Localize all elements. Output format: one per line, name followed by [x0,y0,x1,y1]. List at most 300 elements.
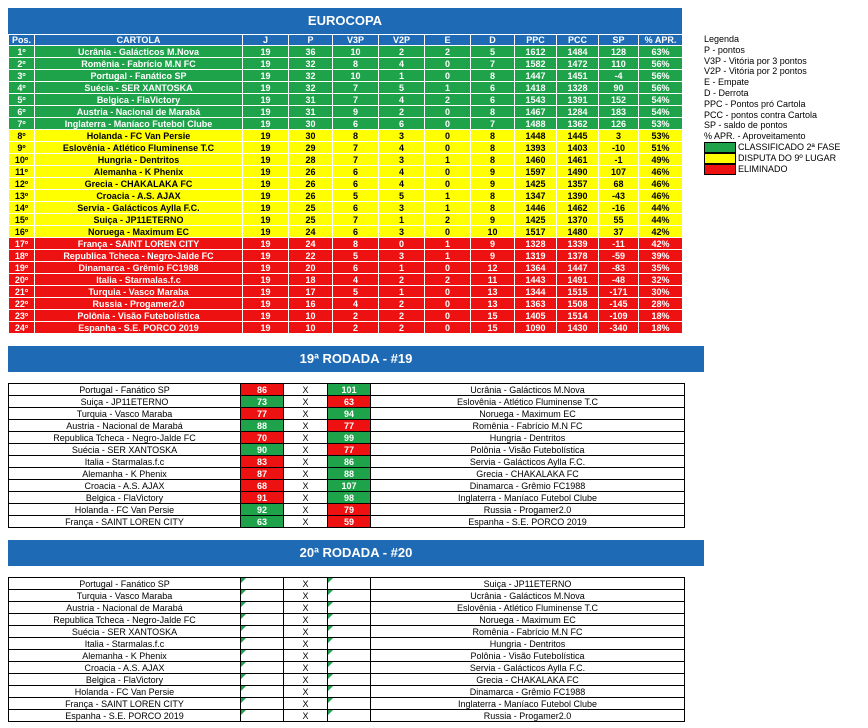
versus: X [284,408,328,420]
away-score-cell[interactable] [328,578,371,590]
match-row [9,516,685,528]
match-row [9,626,685,638]
away-score-cell[interactable] [328,626,371,638]
cell-pos: 18º [9,250,35,262]
away-score: 79 [328,504,371,516]
cell-j: 19 [243,82,289,94]
column-header: PPC [515,35,557,46]
legend-zone-label: DISPUTA DO 9º LUGAR [738,153,837,164]
cell-d: 6 [471,82,515,94]
legend [704,34,840,175]
away-team: Hungria - Dentritos [371,432,685,444]
standings-table [8,34,683,334]
cell-pcc: 1461 [557,154,599,166]
cell-ppc: 1090 [515,322,557,334]
cell-sp: -340 [599,322,639,334]
cell-ppc: 1448 [515,130,557,142]
cell-team: Republica Tcheca - Negro-Jalde FC [35,250,243,262]
home-team: Portugal - Fanático SP [9,578,241,590]
cell-apr: 28% [639,298,683,310]
cell-d: 15 [471,322,515,334]
cell-team: Alemanha - K Phenix [35,166,243,178]
legend-line: PCC - pontos contra Cartola [704,109,818,120]
column-header: V2P [379,35,425,46]
away-score-cell[interactable] [328,638,371,650]
versus: X [284,456,328,468]
away-team: Eslovênia - Atlético Fluminense T.C [371,396,685,408]
cell-pos: 17º [9,238,35,250]
cell-apr: 53% [639,118,683,130]
cell-team: Italia - Starmalas.f.c [35,274,243,286]
cell-team: Suiça - JP11ETERNO [35,214,243,226]
cell-team: Belgica - FlaVictory [35,94,243,106]
cell-team: Romênia - Fabrício M.N FC [35,58,243,70]
cell-v2p: 3 [379,130,425,142]
legend-title: Legenda [704,34,740,44]
versus: X [284,492,328,504]
cell-team: Noruega - Maximum EC [35,226,243,238]
cell-ppc: 1543 [515,94,557,106]
away-score: 107 [328,480,371,492]
away-team: Romênia - Fabrício M.N FC [371,626,685,638]
versus: X [284,504,328,516]
cell-j: 19 [243,118,289,130]
cell-ppc: 1363 [515,298,557,310]
cell-j: 19 [243,106,289,118]
home-team: França - SAINT LOREN CITY [9,698,241,710]
cell-d: 7 [471,58,515,70]
match-row [9,662,685,674]
home-team: Croacia - A.S. AJAX [9,480,241,492]
away-score-cell[interactable] [328,650,371,662]
cell-e: 0 [425,178,471,190]
cell-v3p: 6 [333,262,379,274]
cell-v2p: 1 [379,262,425,274]
cell-d: 8 [471,106,515,118]
home-score: 73 [241,396,284,408]
match-row [9,504,685,516]
cell-pos: 15º [9,214,35,226]
cell-d: 9 [471,250,515,262]
cell-sp: -83 [599,262,639,274]
cell-ppc: 1347 [515,190,557,202]
home-score: 83 [241,456,284,468]
cell-sp: -109 [599,310,639,322]
legend-line: SP - saldo de pontos [704,120,788,131]
home-team: Austria - Nacional de Marabá [9,602,241,614]
standings-header-row [9,35,683,46]
cell-team: França - SAINT LOREN CITY [35,238,243,250]
cell-apr: 54% [639,94,683,106]
legend-zone [704,164,840,175]
standings-row [9,250,683,262]
cell-d: 15 [471,310,515,322]
cell-d: 6 [471,94,515,106]
cell-v3p: 5 [333,190,379,202]
cell-pcc: 1514 [557,310,599,322]
cell-p: 30 [289,118,333,130]
cell-j: 19 [243,190,289,202]
standings-row [9,166,683,178]
home-team: Republica Tcheca - Negro-Jalde FC [9,614,241,626]
match-row [9,698,685,710]
cell-ppc: 1393 [515,142,557,154]
home-team: Espanha - S.E. PORCO 2019 [9,710,241,722]
cell-pcc: 1451 [557,70,599,82]
cell-pos: 8º [9,130,35,142]
cell-apr: 53% [639,130,683,142]
cell-pcc: 1447 [557,262,599,274]
legend-swatch [704,153,736,164]
cell-v2p: 2 [379,106,425,118]
column-header: P [289,35,333,46]
cell-pos: 2º [9,58,35,70]
legend-line: D - Derrota [704,87,749,98]
cell-pos: 12º [9,178,35,190]
standings-row [9,322,683,334]
cell-pos: 23º [9,310,35,322]
versus: X [284,686,328,698]
cell-apr: 42% [639,238,683,250]
cell-d: 13 [471,286,515,298]
home-score-cell[interactable] [241,662,284,674]
standings-row [9,286,683,298]
cell-ppc: 1446 [515,202,557,214]
cell-e: 1 [425,190,471,202]
cell-apr: 44% [639,214,683,226]
cell-apr: 46% [639,178,683,190]
cell-j: 19 [243,202,289,214]
column-header: SP [599,35,639,46]
versus: X [284,674,328,686]
cell-v2p: 4 [379,58,425,70]
away-team: Grecia - CHAKALAKA FC [371,468,685,480]
cell-apr: 63% [639,46,683,58]
home-score: 68 [241,480,284,492]
legend-zone [704,142,840,153]
cell-v3p: 10 [333,46,379,58]
cell-ppc: 1460 [515,154,557,166]
cell-e: 0 [425,298,471,310]
round20-table [8,577,685,722]
cell-v3p: 6 [333,178,379,190]
cell-p: 28 [289,154,333,166]
cell-j: 19 [243,46,289,58]
versus: X [284,602,328,614]
standings-row [9,94,683,106]
home-score-cell[interactable] [241,590,284,602]
cell-d: 8 [471,130,515,142]
cell-sp: 128 [599,46,639,58]
cell-v3p: 4 [333,298,379,310]
column-header: % APR. [639,35,683,46]
legend-swatch [704,142,736,153]
legend-line: V3P - Vitória por 3 pontos [704,55,807,66]
cell-j: 19 [243,238,289,250]
away-score: 98 [328,492,371,504]
away-team: Russia - Progamer2.0 [371,504,685,516]
cell-d: 12 [471,262,515,274]
cell-v2p: 1 [379,286,425,298]
cell-p: 31 [289,94,333,106]
cell-v3p: 10 [333,70,379,82]
cell-apr: 42% [639,226,683,238]
standings-row [9,262,683,274]
home-score-cell[interactable] [241,626,284,638]
cell-p: 31 [289,106,333,118]
cell-p: 25 [289,214,333,226]
cell-d: 11 [471,274,515,286]
home-team: Belgica - FlaVictory [9,674,241,686]
cell-sp: 37 [599,226,639,238]
cell-v3p: 8 [333,130,379,142]
standings-row [9,46,683,58]
cell-v3p: 7 [333,94,379,106]
away-score-cell[interactable] [328,710,371,722]
cell-v2p: 5 [379,190,425,202]
away-score-cell[interactable] [328,602,371,614]
match-row [9,710,685,722]
cell-v2p: 3 [379,226,425,238]
cell-pos: 4º [9,82,35,94]
standings-row [9,310,683,322]
away-score: 88 [328,468,371,480]
away-score-cell[interactable] [328,662,371,674]
cell-pos: 21º [9,286,35,298]
round19-title: 19ª RODADA - #19 [8,346,704,372]
cell-p: 26 [289,166,333,178]
cell-d: 10 [471,226,515,238]
away-team: Ucrânia - Galácticos M.Nova [371,590,685,602]
match-row [9,384,685,396]
home-score: 88 [241,420,284,432]
cell-p: 24 [289,238,333,250]
home-team: Turquia - Vasco Maraba [9,590,241,602]
cell-v2p: 1 [379,214,425,226]
cell-sp: -48 [599,274,639,286]
home-team: Austria - Nacional de Marabá [9,420,241,432]
cell-j: 19 [243,322,289,334]
cell-team: Suécia - SER XANTOSKA [35,82,243,94]
cell-p: 29 [289,142,333,154]
cell-p: 32 [289,82,333,94]
standings-row [9,70,683,82]
cell-p: 30 [289,130,333,142]
cell-e: 1 [425,154,471,166]
legend-line: P - pontos [704,44,745,55]
cell-sp: 68 [599,178,639,190]
cell-team: Austria - Nacional de Marabá [35,106,243,118]
cell-v3p: 5 [333,286,379,298]
home-team: Belgica - FlaVictory [9,492,241,504]
cell-p: 32 [289,70,333,82]
cell-v2p: 3 [379,202,425,214]
cell-pcc: 1378 [557,250,599,262]
cell-p: 24 [289,226,333,238]
away-score-cell[interactable] [328,686,371,698]
cell-j: 19 [243,250,289,262]
cell-apr: 49% [639,154,683,166]
cell-pcc: 1284 [557,106,599,118]
versus: X [284,480,328,492]
home-team: Alemanha - K Phenix [9,468,241,480]
cell-d: 8 [471,190,515,202]
versus: X [284,578,328,590]
cell-sp: -43 [599,190,639,202]
versus: X [284,710,328,722]
cell-pcc: 1362 [557,118,599,130]
away-score-cell[interactable] [328,614,371,626]
versus: X [284,698,328,710]
cell-e: 0 [425,286,471,298]
cell-ppc: 1319 [515,250,557,262]
cell-e: 1 [425,238,471,250]
cell-e: 0 [425,166,471,178]
home-score-cell[interactable] [241,602,284,614]
legend-zone-label: ELIMINADO [738,164,788,175]
cell-e: 0 [425,58,471,70]
cell-team: Hungria - Dentritos [35,154,243,166]
home-team: Holanda - FC Van Persie [9,504,241,516]
standings-row [9,298,683,310]
cell-j: 19 [243,166,289,178]
cell-team: Servia - Galácticos Aylla F.C. [35,202,243,214]
cell-sp: 55 [599,214,639,226]
away-score: 63 [328,396,371,408]
home-team: Suécia - SER XANTOSKA [9,626,241,638]
cell-v2p: 3 [379,250,425,262]
cell-ppc: 1425 [515,214,557,226]
home-team: Holanda - FC Van Persie [9,686,241,698]
cell-sp: 152 [599,94,639,106]
home-team: Turquia - Vasco Maraba [9,408,241,420]
home-team: Suécia - SER XANTOSKA [9,444,241,456]
home-team: Alemanha - K Phenix [9,650,241,662]
home-score-cell[interactable] [241,710,284,722]
column-header: E [425,35,471,46]
cell-e: 0 [425,226,471,238]
match-row [9,396,685,408]
cell-sp: -145 [599,298,639,310]
cell-pos: 1º [9,46,35,58]
cell-pcc: 1491 [557,274,599,286]
cell-sp: 107 [599,166,639,178]
standings-row [9,142,683,154]
away-score-cell[interactable] [328,674,371,686]
match-row [9,590,685,602]
home-score-cell[interactable] [241,638,284,650]
away-score: 77 [328,444,371,456]
cell-pcc: 1484 [557,46,599,58]
cell-sp: -4 [599,70,639,82]
cell-p: 10 [289,310,333,322]
cell-j: 19 [243,178,289,190]
column-header: CARTOLA [35,35,243,46]
away-team: Polônia - Visão Futebolística [371,650,685,662]
cell-e: 0 [425,310,471,322]
cell-e: 1 [425,250,471,262]
versus: X [284,444,328,456]
cell-team: Ucrânia - Galácticos M.Nova [35,46,243,58]
home-team: Republica Tcheca - Negro-Jalde FC [9,432,241,444]
versus: X [284,420,328,432]
standings-row [9,226,683,238]
away-team: Russia - Progamer2.0 [371,710,685,722]
cell-e: 0 [425,118,471,130]
match-row [9,432,685,444]
away-score-cell[interactable] [328,590,371,602]
home-team: Italia - Starmalas.f.c [9,638,241,650]
away-team: Ucrânia - Galácticos M.Nova [371,384,685,396]
cell-p: 17 [289,286,333,298]
home-score-cell[interactable] [241,650,284,662]
cell-j: 19 [243,130,289,142]
cell-pcc: 1430 [557,322,599,334]
away-score-cell[interactable] [328,698,371,710]
match-row [9,674,685,686]
cell-team: Croacia - A.S. AJAX [35,190,243,202]
cell-pcc: 1403 [557,142,599,154]
cell-sp: -10 [599,142,639,154]
cell-e: 0 [425,262,471,274]
cell-ppc: 1425 [515,178,557,190]
home-score-cell[interactable] [241,614,284,626]
cell-apr: 44% [639,202,683,214]
standings-row [9,274,683,286]
standings-row [9,202,683,214]
cell-ppc: 1443 [515,274,557,286]
cell-apr: 46% [639,166,683,178]
away-team: Inglaterra - Maníaco Futebol Clube [371,698,685,710]
cell-team: Turquia - Vasco Maraba [35,286,243,298]
cell-apr: 56% [639,70,683,82]
cell-team: Russia - Progamer2.0 [35,298,243,310]
away-team: Polônia - Visão Futebolística [371,444,685,456]
away-team: Dinamarca - Grêmio FC1988 [371,480,685,492]
versus: X [284,396,328,408]
cell-p: 26 [289,190,333,202]
home-score-cell[interactable] [241,578,284,590]
cell-j: 19 [243,310,289,322]
cell-j: 19 [243,94,289,106]
versus: X [284,432,328,444]
cell-team: Portugal - Fanático SP [35,70,243,82]
cell-team: Polônia - Visão Futebolística [35,310,243,322]
cell-v2p: 5 [379,82,425,94]
versus: X [284,662,328,674]
away-team: Grecia - CHAKALAKA FC [371,674,685,686]
home-score: 86 [241,384,284,396]
home-score-cell[interactable] [241,698,284,710]
cell-pos: 5º [9,94,35,106]
home-team: Croacia - A.S. AJAX [9,662,241,674]
cell-j: 19 [243,262,289,274]
cell-v3p: 9 [333,106,379,118]
cell-ppc: 1405 [515,310,557,322]
cell-sp: -16 [599,202,639,214]
match-row [9,480,685,492]
match-row [9,492,685,504]
home-score-cell[interactable] [241,686,284,698]
home-score: 63 [241,516,284,528]
cell-v3p: 6 [333,166,379,178]
match-row [9,444,685,456]
standings-row [9,190,683,202]
column-header: J [243,35,289,46]
round20-title: 20ª RODADA - #20 [8,540,704,566]
cell-sp: -59 [599,250,639,262]
home-score-cell[interactable] [241,674,284,686]
